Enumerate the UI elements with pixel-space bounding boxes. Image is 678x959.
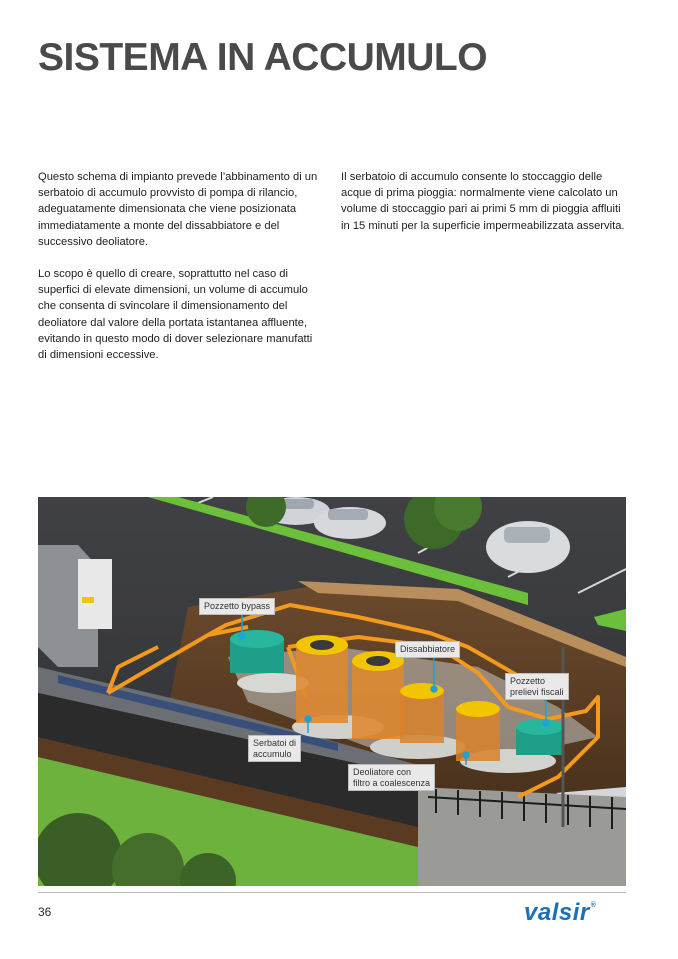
callout-sand-separator	[395, 641, 460, 658]
sand-separator	[400, 683, 444, 743]
storage-tank	[296, 635, 348, 723]
text-column-right	[341, 169, 626, 250]
callout-storage-tanks	[248, 735, 301, 762]
callout-label: filtro a coalescenza	[353, 777, 431, 788]
callout-bypass-well	[199, 598, 275, 615]
callout-oil-separator	[348, 764, 435, 791]
parked-car	[314, 507, 386, 539]
page-number: 36	[38, 905, 52, 919]
text-column-left	[38, 169, 323, 379]
parked-car	[486, 521, 570, 573]
callout-label: accumulo	[253, 748, 292, 759]
brand-name: valsir	[524, 899, 590, 926]
oil-separator	[456, 701, 500, 761]
footer-divider	[38, 892, 626, 893]
callout-sampling-well	[505, 673, 569, 700]
registered-mark: ®	[590, 902, 597, 909]
system-illustration	[38, 497, 626, 886]
callout-label: prelievi fiscali	[510, 686, 564, 697]
bypass-well	[230, 630, 284, 673]
callout-label: Pozzetto bypass	[204, 601, 271, 611]
callout-label: Serbatoi di	[253, 738, 297, 748]
paragraph: Lo scopo è quello di creare, soprattutto nel caso di superfici di elevate dimensioni, un volume di accumulo che consenta di svincolare il dimensionamento del deoliatore dal valore della portata istantanea affluente, evitando in questo modo di dover selezionare manufatti di dimensioni eccessive.	[38, 268, 313, 362]
page-title: SISTEMA IN ACCUMULO	[38, 36, 488, 79]
paragraph: Il serbatoio di accumulo consente lo stoccaggio delle acque di prima pioggia: normalmente viene calcolato un volume di stoccaggio pari ai primi 5 mm di pioggia affluiti in 15 minuti per la superficie impermeabilizzata asservita.	[341, 171, 625, 232]
callout-label: Deoliatore con	[353, 767, 412, 777]
callout-label: Dissabbiatore	[400, 644, 456, 654]
callout-label: Pozzetto	[510, 676, 546, 686]
storage-tank	[352, 651, 404, 739]
paragraph: Questo schema di impianto prevede l’abbinamento di un serbatoio di accumulo provvisto di pompa di rilancio, adeguatamente dimensionata che viene posizionata immediatamente a monte del dissabbiatore e del successivo deoliatore.	[38, 171, 318, 248]
brand-logo	[524, 899, 596, 927]
sampling-well	[516, 719, 564, 755]
